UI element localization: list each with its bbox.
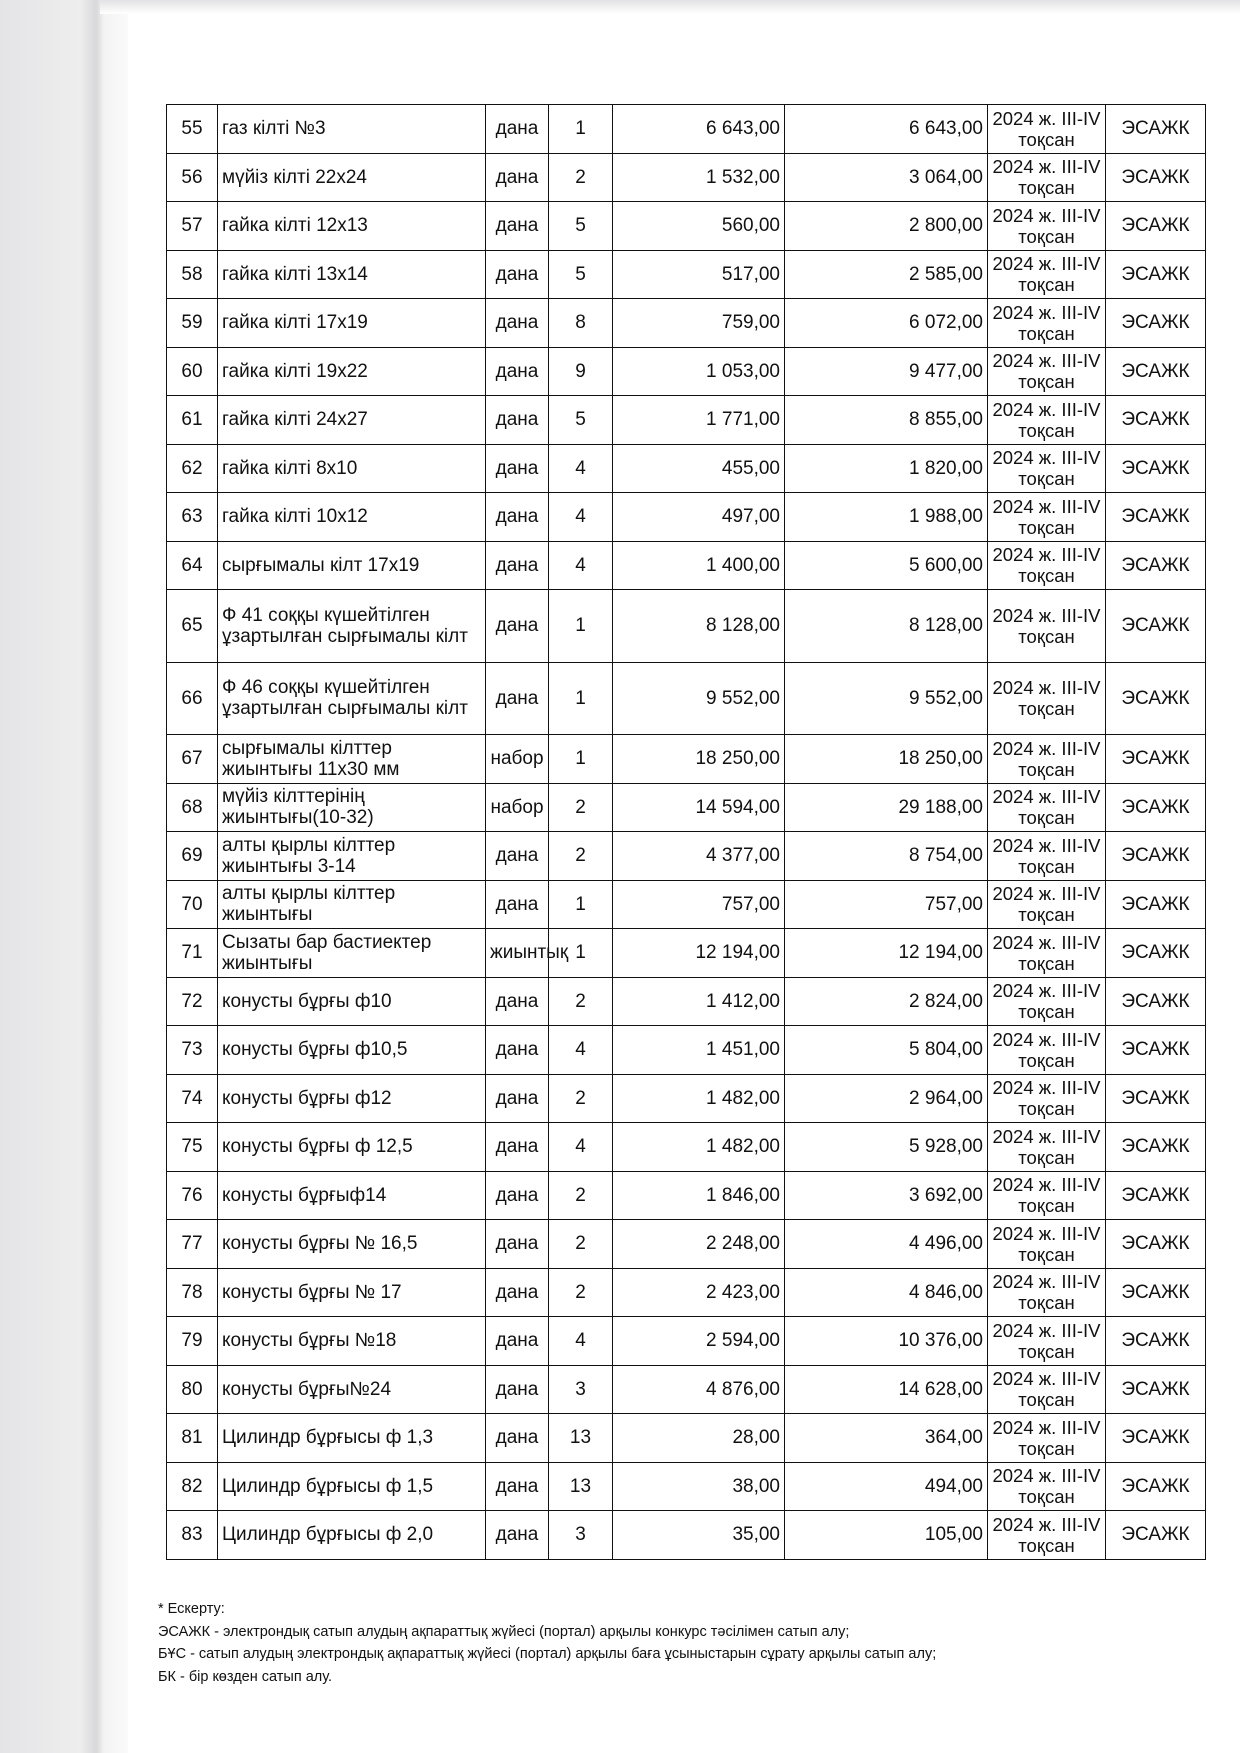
table-row (167, 299, 1206, 348)
item-name: гайка кілті 8х10 (218, 444, 486, 493)
period-cell: 2024 ж. III-IV тоқсан (988, 493, 1106, 542)
quantity-cell: 1 (549, 880, 613, 929)
row-number: 61 (167, 396, 218, 445)
total-sum-cell: 8 855,00 (785, 396, 988, 445)
table-row (167, 1414, 1206, 1463)
unit-price-cell: 497,00 (613, 493, 785, 542)
table-row (167, 1365, 1206, 1414)
quantity-cell: 5 (549, 396, 613, 445)
method-cell: ЭСАЖК (1106, 832, 1206, 881)
row-number: 71 (167, 929, 218, 978)
period-cell: 2024 ж. III-IV тоқсан (988, 250, 1106, 299)
unit-cell: дана (486, 105, 549, 154)
quantity-cell: 4 (549, 1317, 613, 1366)
period-cell: 2024 ж. III-IV тоқсан (988, 662, 1106, 735)
total-sum-cell: 8 754,00 (785, 832, 988, 881)
method-cell: ЭСАЖК (1106, 153, 1206, 202)
method-cell: ЭСАЖК (1106, 444, 1206, 493)
total-sum-cell: 18 250,00 (785, 735, 988, 784)
quantity-cell: 4 (549, 444, 613, 493)
total-sum-cell: 10 376,00 (785, 1317, 988, 1366)
table-row (167, 1220, 1206, 1269)
quantity-cell: 5 (549, 250, 613, 299)
total-sum-cell: 2 964,00 (785, 1074, 988, 1123)
row-number: 73 (167, 1026, 218, 1075)
item-name: конусты бұрғы ф12 (218, 1074, 486, 1123)
item-name: Цилиндр бұрғысы ф 1,3 (218, 1414, 486, 1463)
total-sum-cell: 6 072,00 (785, 299, 988, 348)
table-row (167, 1511, 1206, 1560)
table-row (167, 444, 1206, 493)
method-cell: ЭСАЖК (1106, 880, 1206, 929)
table-row (167, 1462, 1206, 1511)
unit-price-cell: 2 423,00 (613, 1268, 785, 1317)
item-name: гайка кілті 24х27 (218, 396, 486, 445)
total-sum-cell: 4 846,00 (785, 1268, 988, 1317)
method-cell: ЭСАЖК (1106, 299, 1206, 348)
table-row (167, 735, 1206, 784)
footnote-line: БҰС - сатып алудың электрондық ақпараттық жүйесі (портал) арқылы баға ұсыныстарын сұрату арқылы сатып алу; (158, 1646, 937, 1662)
unit-price-cell: 560,00 (613, 202, 785, 251)
row-number: 64 (167, 541, 218, 590)
method-cell: ЭСАЖК (1106, 541, 1206, 590)
unit-cell: дана (486, 1220, 549, 1269)
procurement-table (166, 104, 1206, 1560)
quantity-cell: 2 (549, 1074, 613, 1123)
quantity-cell: 2 (549, 783, 613, 832)
total-sum-cell: 494,00 (785, 1462, 988, 1511)
quantity-cell: 2 (549, 1268, 613, 1317)
quantity-cell: 9 (549, 347, 613, 396)
item-name: конусты бұрғы №18 (218, 1317, 486, 1366)
method-cell: ЭСАЖК (1106, 396, 1206, 445)
period-cell: 2024 ж. III-IV тоқсан (988, 929, 1106, 978)
quantity-cell: 5 (549, 202, 613, 251)
table-row (167, 153, 1206, 202)
total-sum-cell: 1 820,00 (785, 444, 988, 493)
item-name: мүйіз кілттерінің жиынтығы(10-32) (218, 783, 486, 832)
unit-price-cell: 6 643,00 (613, 105, 785, 154)
unit-price-cell: 9 552,00 (613, 662, 785, 735)
table-row (167, 396, 1206, 445)
table-row (167, 1074, 1206, 1123)
period-cell: 2024 ж. III-IV тоқсан (988, 977, 1106, 1026)
quantity-cell: 4 (549, 493, 613, 542)
unit-price-cell: 12 194,00 (613, 929, 785, 978)
total-sum-cell: 14 628,00 (785, 1365, 988, 1414)
unit-cell: дана (486, 662, 549, 735)
table-row (167, 1123, 1206, 1172)
method-cell: ЭСАЖК (1106, 783, 1206, 832)
unit-cell: дана (486, 347, 549, 396)
table-row (167, 250, 1206, 299)
total-sum-cell: 5 804,00 (785, 1026, 988, 1075)
period-cell: 2024 ж. III-IV тоқсан (988, 880, 1106, 929)
quantity-cell: 1 (549, 105, 613, 154)
total-sum-cell: 5 928,00 (785, 1123, 988, 1172)
item-name: Ф 41 соққы күшейтілген ұзартылған сырғымалы кілт (218, 590, 486, 663)
period-cell: 2024 ж. III-IV тоқсан (988, 105, 1106, 154)
item-name: конусты бұрғыф14 (218, 1171, 486, 1220)
unit-price-cell: 4 876,00 (613, 1365, 785, 1414)
item-name: Ф 46 соққы күшейтілген ұзартылған сырғымалы кілт (218, 662, 486, 735)
unit-price-cell: 38,00 (613, 1462, 785, 1511)
method-cell: ЭСАЖК (1106, 1462, 1206, 1511)
period-cell: 2024 ж. III-IV тоқсан (988, 299, 1106, 348)
period-cell: 2024 ж. III-IV тоқсан (988, 1268, 1106, 1317)
period-cell: 2024 ж. III-IV тоқсан (988, 1414, 1106, 1463)
period-cell: 2024 ж. III-IV тоқсан (988, 1511, 1106, 1560)
quantity-cell: 2 (549, 1220, 613, 1269)
item-name: алты қырлы кілттер жиынтығы 3-14 (218, 832, 486, 881)
method-cell: ЭСАЖК (1106, 493, 1206, 542)
unit-cell: дана (486, 1365, 549, 1414)
method-cell: ЭСАЖК (1106, 1123, 1206, 1172)
quantity-cell: 2 (549, 153, 613, 202)
item-name: конусты бұрғы№24 (218, 1365, 486, 1414)
unit-cell: дана (486, 1026, 549, 1075)
period-cell: 2024 ж. III-IV тоқсан (988, 735, 1106, 784)
quantity-cell: 13 (549, 1414, 613, 1463)
row-number: 74 (167, 1074, 218, 1123)
table-row (167, 662, 1206, 735)
period-cell: 2024 ж. III-IV тоқсан (988, 347, 1106, 396)
total-sum-cell: 2 824,00 (785, 977, 988, 1026)
unit-cell: дана (486, 590, 549, 663)
item-name: конусты бұрғы № 16,5 (218, 1220, 486, 1269)
unit-cell: дана (486, 1074, 549, 1123)
period-cell: 2024 ж. III-IV тоқсан (988, 832, 1106, 881)
item-name: гайка кілті 12х13 (218, 202, 486, 251)
unit-price-cell: 759,00 (613, 299, 785, 348)
row-number: 63 (167, 493, 218, 542)
method-cell: ЭСАЖК (1106, 1317, 1206, 1366)
period-cell: 2024 ж. III-IV тоқсан (988, 444, 1106, 493)
period-cell: 2024 ж. III-IV тоқсан (988, 1171, 1106, 1220)
table-row (167, 541, 1206, 590)
item-name: Цилиндр бұрғысы ф 1,5 (218, 1462, 486, 1511)
unit-price-cell: 1 771,00 (613, 396, 785, 445)
table-row (167, 1317, 1206, 1366)
method-cell: ЭСАЖК (1106, 1268, 1206, 1317)
quantity-cell: 1 (549, 662, 613, 735)
total-sum-cell: 29 188,00 (785, 783, 988, 832)
unit-price-cell: 18 250,00 (613, 735, 785, 784)
unit-cell: дана (486, 1123, 549, 1172)
unit-price-cell: 1 532,00 (613, 153, 785, 202)
row-number: 82 (167, 1462, 218, 1511)
unit-price-cell: 1 400,00 (613, 541, 785, 590)
scan-left-edge (0, 0, 128, 1753)
row-number: 78 (167, 1268, 218, 1317)
item-name: гайка кілті 10х12 (218, 493, 486, 542)
row-number: 62 (167, 444, 218, 493)
unit-price-cell: 1 053,00 (613, 347, 785, 396)
quantity-cell: 2 (549, 832, 613, 881)
table-row (167, 880, 1206, 929)
unit-cell: дана (486, 444, 549, 493)
method-cell: ЭСАЖК (1106, 977, 1206, 1026)
item-name: Сызаты бар бастиектер жиынтығы (218, 929, 486, 978)
unit-cell: дана (486, 832, 549, 881)
period-cell: 2024 ж. III-IV тоқсан (988, 541, 1106, 590)
total-sum-cell: 9 552,00 (785, 662, 988, 735)
row-number: 66 (167, 662, 218, 735)
unit-cell: дана (486, 1462, 549, 1511)
table-row (167, 493, 1206, 542)
quantity-cell: 1 (549, 735, 613, 784)
row-number: 70 (167, 880, 218, 929)
period-cell: 2024 ж. III-IV тоқсан (988, 1220, 1106, 1269)
row-number: 76 (167, 1171, 218, 1220)
table-body (167, 105, 1206, 1560)
period-cell: 2024 ж. III-IV тоқсан (988, 1317, 1106, 1366)
quantity-cell: 8 (549, 299, 613, 348)
quantity-cell: 4 (549, 1026, 613, 1075)
total-sum-cell: 364,00 (785, 1414, 988, 1463)
total-sum-cell: 4 496,00 (785, 1220, 988, 1269)
period-cell: 2024 ж. III-IV тоқсан (988, 153, 1106, 202)
scan-top-edge (100, 0, 1240, 14)
unit-cell: дана (486, 1171, 549, 1220)
unit-cell: набор (486, 783, 549, 832)
quantity-cell: 1 (549, 929, 613, 978)
item-name: Цилиндр бұрғысы ф 2,0 (218, 1511, 486, 1560)
quantity-cell: 4 (549, 541, 613, 590)
item-name: гайка кілті 17х19 (218, 299, 486, 348)
row-number: 65 (167, 590, 218, 663)
item-name: конусты бұрғы ф10 (218, 977, 486, 1026)
method-cell: ЭСАЖК (1106, 1026, 1206, 1075)
row-number: 79 (167, 1317, 218, 1366)
row-number: 68 (167, 783, 218, 832)
unit-price-cell: 1 846,00 (613, 1171, 785, 1220)
quantity-cell: 13 (549, 1462, 613, 1511)
period-cell: 2024 ж. III-IV тоқсан (988, 1462, 1106, 1511)
row-number: 67 (167, 735, 218, 784)
method-cell: ЭСАЖК (1106, 1074, 1206, 1123)
row-number: 81 (167, 1414, 218, 1463)
unit-price-cell: 14 594,00 (613, 783, 785, 832)
quantity-cell: 2 (549, 1171, 613, 1220)
item-name: конусты бұрғы ф 12,5 (218, 1123, 486, 1172)
period-cell: 2024 ж. III-IV тоқсан (988, 1365, 1106, 1414)
table-row (167, 783, 1206, 832)
row-number: 56 (167, 153, 218, 202)
method-cell: ЭСАЖК (1106, 1171, 1206, 1220)
item-name: конусты бұрғы № 17 (218, 1268, 486, 1317)
unit-price-cell: 1 482,00 (613, 1123, 785, 1172)
quantity-cell: 3 (549, 1511, 613, 1560)
table-row (167, 1171, 1206, 1220)
period-cell: 2024 ж. III-IV тоқсан (988, 1123, 1106, 1172)
unit-price-cell: 35,00 (613, 1511, 785, 1560)
table-row (167, 105, 1206, 154)
row-number: 77 (167, 1220, 218, 1269)
unit-price-cell: 1 412,00 (613, 977, 785, 1026)
unit-price-cell: 4 377,00 (613, 832, 785, 881)
method-cell: ЭСАЖК (1106, 1511, 1206, 1560)
total-sum-cell: 1 988,00 (785, 493, 988, 542)
period-cell: 2024 ж. III-IV тоқсан (988, 1026, 1106, 1075)
row-number: 75 (167, 1123, 218, 1172)
item-name: мүйіз кілті 22х24 (218, 153, 486, 202)
unit-price-cell: 28,00 (613, 1414, 785, 1463)
method-cell: ЭСАЖК (1106, 105, 1206, 154)
table-row (167, 347, 1206, 396)
unit-cell: дана (486, 396, 549, 445)
unit-cell: жиынтық (486, 929, 549, 978)
unit-cell: набор (486, 735, 549, 784)
footnote (158, 1598, 1218, 1688)
unit-price-cell: 757,00 (613, 880, 785, 929)
period-cell: 2024 ж. III-IV тоқсан (988, 396, 1106, 445)
period-cell: 2024 ж. III-IV тоқсан (988, 590, 1106, 663)
unit-price-cell: 2 594,00 (613, 1317, 785, 1366)
unit-price-cell: 8 128,00 (613, 590, 785, 663)
total-sum-cell: 9 477,00 (785, 347, 988, 396)
unit-cell: дана (486, 202, 549, 251)
quantity-cell: 4 (549, 1123, 613, 1172)
row-number: 72 (167, 977, 218, 1026)
total-sum-cell: 2 800,00 (785, 202, 988, 251)
period-cell: 2024 ж. III-IV тоқсан (988, 202, 1106, 251)
method-cell: ЭСАЖК (1106, 1414, 1206, 1463)
method-cell: ЭСАЖК (1106, 735, 1206, 784)
unit-price-cell: 1 451,00 (613, 1026, 785, 1075)
unit-cell: дана (486, 1317, 549, 1366)
row-number: 60 (167, 347, 218, 396)
quantity-cell: 3 (549, 1365, 613, 1414)
table-row (167, 832, 1206, 881)
row-number: 59 (167, 299, 218, 348)
method-cell: ЭСАЖК (1106, 202, 1206, 251)
method-cell: ЭСАЖК (1106, 1365, 1206, 1414)
unit-price-cell: 2 248,00 (613, 1220, 785, 1269)
method-cell: ЭСАЖК (1106, 1220, 1206, 1269)
method-cell: ЭСАЖК (1106, 929, 1206, 978)
unit-cell: дана (486, 493, 549, 542)
table-row (167, 977, 1206, 1026)
unit-cell: дана (486, 153, 549, 202)
table-row (167, 202, 1206, 251)
item-name: алты қырлы кілттер жиынтығы (218, 880, 486, 929)
method-cell: ЭСАЖК (1106, 590, 1206, 663)
total-sum-cell: 2 585,00 (785, 250, 988, 299)
unit-cell: дана (486, 1414, 549, 1463)
total-sum-cell: 6 643,00 (785, 105, 988, 154)
unit-cell: дана (486, 541, 549, 590)
table-row (167, 929, 1206, 978)
table-row (167, 1026, 1206, 1075)
unit-cell: дана (486, 977, 549, 1026)
row-number: 83 (167, 1511, 218, 1560)
unit-price-cell: 455,00 (613, 444, 785, 493)
total-sum-cell: 105,00 (785, 1511, 988, 1560)
method-cell: ЭСАЖК (1106, 347, 1206, 396)
unit-cell: дана (486, 1268, 549, 1317)
item-name: газ кілті №3 (218, 105, 486, 154)
unit-cell: дана (486, 250, 549, 299)
item-name: конусты бұрғы ф10,5 (218, 1026, 486, 1075)
quantity-cell: 1 (549, 590, 613, 663)
footnote-line: ЭСАЖК - электрондық сатып алудың ақпараттық жүйесі (портал) арқылы конкурс тәсілімен сатып алу; (158, 1623, 850, 1640)
footnote-line: БК - бір көзден сатып алу. (158, 1668, 333, 1685)
item-name: сырғымалы кілт 17х19 (218, 541, 486, 590)
quantity-cell: 2 (549, 977, 613, 1026)
table-row (167, 590, 1206, 663)
row-number: 58 (167, 250, 218, 299)
unit-price-cell: 1 482,00 (613, 1074, 785, 1123)
unit-cell: дана (486, 299, 549, 348)
unit-cell: дана (486, 880, 549, 929)
row-number: 80 (167, 1365, 218, 1414)
footnote-heading: * Ескерту: (158, 1601, 225, 1617)
period-cell: 2024 ж. III-IV тоқсан (988, 1074, 1106, 1123)
row-number: 55 (167, 105, 218, 154)
total-sum-cell: 8 128,00 (785, 590, 988, 663)
table-row (167, 1268, 1206, 1317)
total-sum-cell: 12 194,00 (785, 929, 988, 978)
total-sum-cell: 5 600,00 (785, 541, 988, 590)
method-cell: ЭСАЖК (1106, 662, 1206, 735)
total-sum-cell: 3 692,00 (785, 1171, 988, 1220)
item-name: сырғымалы кілттер жиынтығы 11х30 мм (218, 735, 486, 784)
row-number: 57 (167, 202, 218, 251)
period-cell: 2024 ж. III-IV тоқсан (988, 783, 1106, 832)
method-cell: ЭСАЖК (1106, 250, 1206, 299)
unit-cell: дана (486, 1511, 549, 1560)
total-sum-cell: 757,00 (785, 880, 988, 929)
total-sum-cell: 3 064,00 (785, 153, 988, 202)
item-name: гайка кілті 19х22 (218, 347, 486, 396)
unit-price-cell: 517,00 (613, 250, 785, 299)
item-name: гайка кілті 13х14 (218, 250, 486, 299)
row-number: 69 (167, 832, 218, 881)
